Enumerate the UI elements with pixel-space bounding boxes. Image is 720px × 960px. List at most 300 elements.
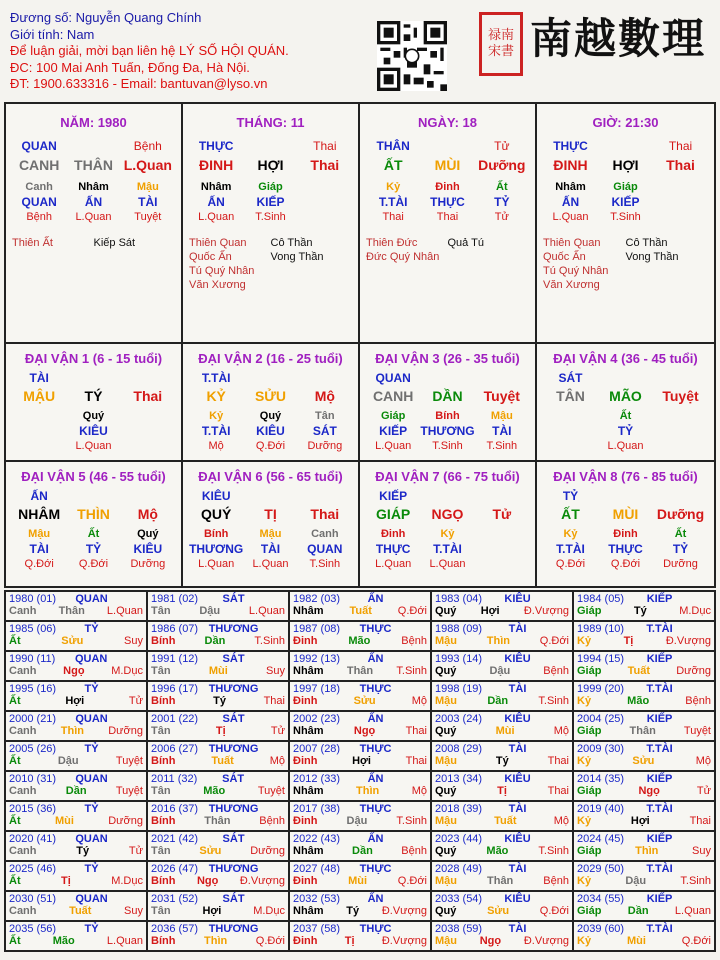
hidden-god: ẤN — [207, 194, 225, 209]
year-label: 1989 (10) — [577, 623, 625, 635]
pillar-stage-2: Thai — [310, 157, 340, 173]
hidden-can: Giáp — [258, 180, 283, 193]
year-cell — [147, 681, 289, 711]
year-cell — [5, 741, 147, 771]
hidden-god: TÀI — [492, 423, 512, 438]
year-can: Bính — [151, 935, 176, 947]
year-cell — [573, 771, 715, 801]
year-label: 2022 (43) — [293, 833, 341, 845]
hidden-god: T.TÀI — [201, 423, 231, 438]
year-stage: Q.Đới — [397, 605, 427, 617]
daivan-stage: Tuyệt — [483, 388, 520, 404]
year-label: 2028 (49) — [435, 863, 483, 875]
year-god: ẤN — [367, 833, 384, 845]
year-god: TỶ — [84, 803, 99, 815]
year-cell — [5, 711, 147, 741]
year-cell — [147, 771, 289, 801]
hidden-stage: L.Quan — [552, 210, 589, 223]
pillar-0 — [6, 104, 183, 342]
year-cell — [431, 741, 573, 771]
good-star: Thiên Quan — [543, 237, 601, 249]
year-row — [5, 591, 715, 621]
daivan-6 — [183, 462, 360, 586]
daivan-1 — [6, 344, 183, 460]
year-god: T.TÀI — [646, 623, 673, 635]
year-can: Ất — [9, 935, 21, 947]
year-can: Tân — [151, 605, 171, 617]
year-chi: Thìn — [486, 635, 510, 647]
hidden-stage: T.Sinh — [432, 439, 463, 452]
daivan-chi: THÌN — [77, 506, 110, 522]
year-cell — [289, 891, 431, 921]
year-can: Đinh — [293, 635, 318, 647]
hidden-god: TÀI — [260, 541, 281, 556]
year-chi: Tuất — [349, 605, 372, 617]
year-stage: Dưỡng — [108, 725, 143, 737]
year-god: THƯƠNG — [208, 623, 259, 635]
year-can: Bính — [151, 635, 176, 647]
year-label: 1980 (01) — [9, 593, 57, 605]
hidden-stage: L.Quan — [375, 557, 412, 570]
daivan-can: ẤT — [561, 506, 580, 522]
year-god: KIẾP — [646, 893, 673, 905]
year-row — [5, 861, 715, 891]
year-label: 2036 (57) — [151, 923, 199, 935]
hidden-god: THỰC — [375, 541, 411, 556]
daivan-chi: DẦN — [432, 388, 463, 404]
year-cell — [5, 861, 147, 891]
year-label: 2030 (51) — [9, 893, 57, 905]
year-god: SÁT — [222, 773, 245, 785]
year-cell — [431, 711, 573, 741]
year-cell — [5, 771, 147, 801]
hidden-can: Ất — [619, 409, 632, 422]
year-can: Kỷ — [577, 815, 592, 827]
year-stage: M.Dục — [679, 605, 711, 617]
hidden-stage: Thai — [436, 210, 459, 223]
pillar-1 — [183, 104, 360, 342]
year-stage: Thai — [405, 725, 427, 737]
year-stage: Đ.Vượng — [239, 875, 285, 887]
year-label: 2017 (38) — [293, 803, 341, 815]
year-chi: Tị — [497, 785, 507, 797]
hidden-stage: Q.Đới — [24, 557, 54, 570]
hidden-stage: Thai — [382, 210, 404, 223]
year-stage: Đ.Vượng — [381, 905, 427, 917]
year-stage: Mộ — [269, 755, 285, 767]
year-god: THƯƠNG — [208, 863, 259, 875]
year-chi: Thân — [487, 875, 514, 887]
hidden-stage: Mộ — [208, 439, 224, 452]
year-label: 2000 (21) — [9, 713, 57, 725]
year-can: Bính — [151, 875, 176, 887]
hidden-can: Đinh — [613, 527, 638, 540]
year-row — [5, 891, 715, 921]
year-stage: M.Dục — [111, 875, 143, 887]
year-can: Bính — [151, 815, 176, 827]
hidden-stage: Dưỡng — [663, 557, 698, 570]
year-god: TÀI — [508, 623, 527, 635]
year-label: 2031 (52) — [151, 893, 199, 905]
year-god: SÁT — [222, 893, 245, 905]
year-label: 2029 (50) — [577, 863, 625, 875]
year-god: QUAN — [75, 833, 108, 845]
year-god: QUAN — [75, 593, 108, 605]
daivan-title: ĐẠI VẬN 4 (36 - 45 tuổi) — [553, 351, 698, 366]
year-can: Đinh — [293, 935, 318, 947]
daivan-7 — [360, 462, 537, 586]
year-stage: Bệnh — [543, 875, 569, 887]
good-star: Tú Quý Nhân — [543, 265, 609, 277]
year-stage: Tuyệt — [115, 785, 143, 797]
year-chi: Hợi — [202, 905, 222, 917]
daivan-chi: TÝ — [84, 388, 103, 404]
year-god: KIẾP — [646, 713, 673, 725]
phone-email: ĐT: 1900.633316 - Email: bantuvan@lyso.vn — [10, 76, 268, 91]
pillar-chi: THÂN — [74, 157, 113, 173]
year-label: 2039 (60) — [577, 923, 625, 935]
good-star: Thiên Quan — [189, 237, 247, 249]
year-can: Giáp — [577, 785, 602, 797]
hidden-can: Đinh — [435, 180, 460, 193]
year-god: KIÊU — [504, 653, 531, 665]
year-can: Canh — [9, 905, 37, 917]
year-can: Mậu — [435, 755, 457, 767]
year-label: 2021 (42) — [151, 833, 199, 845]
hidden-stage: L.Quan — [252, 557, 289, 570]
year-god: KIÊU — [504, 833, 531, 845]
year-stage: Thai — [405, 755, 427, 767]
year-god: KIÊU — [504, 893, 531, 905]
pillar-stage: Thai — [313, 138, 337, 153]
year-stage: Tuyệt — [115, 755, 143, 767]
year-label: 1998 (19) — [435, 683, 483, 695]
year-chi: Ngọ — [196, 875, 219, 887]
year-cell — [5, 681, 147, 711]
hidden-god: TÀI — [138, 194, 158, 209]
year-chi: Tuất — [69, 905, 92, 917]
hidden-god: T.TÀI — [378, 194, 408, 209]
hidden-stage: Tử — [494, 210, 509, 223]
year-can: Canh — [9, 725, 37, 737]
year-label: 2023 (44) — [435, 833, 483, 845]
year-chi: Mão — [348, 635, 371, 647]
pillar-can: CANH — [18, 157, 60, 173]
year-stage: Mộ — [411, 785, 427, 797]
year-can: Tân — [151, 905, 171, 917]
year-cell — [289, 591, 431, 621]
year-row — [5, 621, 715, 651]
year-cell — [5, 891, 147, 921]
daivan-title: ĐẠI VẬN 2 (16 - 25 tuổi) — [198, 351, 343, 366]
year-cell — [289, 921, 431, 951]
pillar-stage-2: Thai — [666, 157, 695, 173]
pillar-chi: MÙI — [434, 157, 461, 173]
gender: Giới tính: Nam — [10, 26, 95, 42]
year-cell — [573, 591, 715, 621]
hidden-god: SÁT — [312, 423, 337, 438]
year-chi: Sửu — [353, 695, 376, 707]
year-can: Nhâm — [293, 725, 324, 737]
year-can: Nhâm — [293, 905, 324, 917]
pillar-stage-2: L.Quan — [123, 157, 172, 173]
year-label: 2016 (37) — [151, 803, 199, 815]
year-chi: Tý — [346, 905, 360, 917]
year-can: Quý — [435, 785, 457, 797]
hidden-can: Ất — [496, 180, 508, 193]
year-can: Giáp — [577, 605, 602, 617]
year-label: 1986 (07) — [151, 623, 199, 635]
daivan-title: ĐẠI VẬN 8 (76 - 85 tuổi) — [553, 469, 698, 484]
pillar-god: QUAN — [21, 138, 57, 153]
hidden-stage: T.Sinh — [255, 210, 286, 223]
year-god: TỶ — [84, 743, 99, 755]
year-stage: L.Quan — [674, 905, 711, 917]
year-can: Ất — [9, 755, 21, 767]
seal-stamp: 禄南宋書 — [479, 12, 523, 76]
daivan-5 — [6, 462, 183, 586]
year-stage: M.Dục — [111, 665, 143, 677]
year-can: Tân — [151, 845, 171, 857]
bad-star: Quả Tú — [447, 237, 484, 249]
pillar-title: NGÀY: 18 — [418, 115, 477, 130]
year-label: 2008 (29) — [435, 743, 483, 755]
daivan-title: ĐẠI VẬN 5 (46 - 55 tuổi) — [21, 469, 166, 484]
year-god: SÁT — [222, 833, 245, 845]
daivan-can: QUÝ — [200, 506, 232, 522]
year-chi: Dần — [627, 905, 649, 917]
year-god: KIÊU — [504, 773, 531, 785]
year-label: 2011 (32) — [151, 773, 198, 785]
pillar-can: ĐINH — [199, 157, 234, 173]
hidden-god: QUAN — [21, 194, 57, 209]
year-chi: Sửu — [487, 905, 510, 917]
year-label: 1994 (15) — [577, 653, 625, 665]
good-star: Tú Quý Nhân — [189, 265, 255, 277]
year-chi: Tý — [495, 755, 509, 767]
year-row — [5, 921, 715, 951]
year-can: Quý — [435, 605, 457, 617]
year-stage: Bệnh — [259, 815, 285, 827]
year-label: 1993 (14) — [435, 653, 483, 665]
daivan-row-2 — [6, 462, 714, 586]
year-stage: Bệnh — [685, 695, 711, 707]
year-label: 2024 (45) — [577, 833, 625, 845]
year-cell — [289, 741, 431, 771]
pillar-can: ẤT — [383, 157, 403, 173]
year-stage: Suy — [124, 905, 143, 917]
year-stage: Bệnh — [401, 845, 427, 857]
year-can: Giáp — [577, 725, 602, 737]
year-cell — [289, 711, 431, 741]
year-can: Tân — [151, 665, 171, 677]
year-can: Mậu — [435, 815, 457, 827]
year-cell — [431, 771, 573, 801]
daivan-can: GIÁP — [376, 506, 411, 522]
hidden-can: Mậu — [490, 409, 513, 422]
hidden-god: TỶ — [85, 541, 102, 556]
year-god: KIẾP — [646, 773, 673, 785]
year-god: THỰC — [359, 923, 392, 935]
pillar-3 — [537, 104, 714, 342]
year-stage: Tử — [270, 725, 285, 737]
year-chi: Dần — [352, 845, 373, 857]
year-row — [5, 741, 715, 771]
year-can: Quý — [435, 725, 457, 737]
hidden-god: THỰC — [608, 541, 643, 556]
hidden-stage: T.Sinh — [309, 557, 341, 570]
daivan-chi: SỬU — [254, 388, 287, 404]
year-god: QUAN — [75, 773, 108, 785]
daivan-can: NHÂM — [18, 506, 61, 522]
year-stage: Mộ — [695, 755, 711, 767]
bad-star: Cô Thần — [270, 237, 313, 249]
year-cell — [5, 831, 147, 861]
year-stage: Đ.Vượng — [523, 935, 569, 947]
year-stage: T.Sinh — [396, 665, 427, 677]
hidden-god: TỶ — [672, 541, 689, 556]
year-cell — [289, 651, 431, 681]
good-star: Quốc Ấn — [189, 251, 232, 263]
daivan-god: ẤN — [30, 488, 48, 503]
year-chi: Tị — [61, 875, 71, 887]
year-label: 2033 (54) — [435, 893, 483, 905]
daivan-god: SÁT — [558, 370, 583, 385]
year-cell — [431, 891, 573, 921]
year-can: Quý — [435, 905, 457, 917]
year-chi: Thìn — [356, 785, 380, 797]
year-label: 2015 (36) — [9, 803, 57, 815]
year-label: 2026 (47) — [151, 863, 199, 875]
address: ĐC: 100 Mai Anh Tuấn, Đống Đa, Hà Nội. — [10, 59, 250, 75]
logo-text: 南越數理 — [530, 14, 707, 63]
header — [10, 10, 289, 93]
hidden-stage: Q.Đới — [255, 439, 286, 452]
year-god: QUAN — [75, 893, 108, 905]
year-can: Canh — [9, 785, 37, 797]
hidden-stage: Q.Đới — [610, 557, 641, 570]
year-stage: Bệnh — [401, 635, 427, 647]
year-god: TÀI — [508, 743, 527, 755]
year-stage: Tử — [696, 785, 711, 797]
year-cell — [147, 741, 289, 771]
year-chi: Ngọ — [638, 785, 660, 797]
year-god: QUAN — [74, 653, 108, 665]
year-stage: Suy — [692, 845, 711, 857]
year-can: Giáp — [577, 845, 602, 857]
year-can: Quý — [435, 665, 457, 677]
year-cell — [573, 711, 715, 741]
hidden-can: Nhâm — [78, 180, 109, 193]
hidden-can: Kỷ — [209, 409, 224, 422]
year-chi: Dậu — [57, 755, 79, 767]
year-label: 2005 (26) — [9, 743, 57, 755]
year-cell — [431, 621, 573, 651]
hidden-can: Ất — [674, 527, 687, 540]
year-chi: Tị — [623, 635, 634, 647]
year-chi: Thìn — [204, 935, 228, 947]
pillar-stage: Thai — [668, 138, 693, 153]
year-stage: Đ.Vượng — [665, 635, 711, 647]
year-god: TÀI — [508, 923, 527, 935]
year-chi: Thân — [346, 665, 374, 677]
years-table — [4, 590, 716, 952]
owner-name: Đương số: Nguyễn Quang Chính — [10, 10, 202, 25]
hidden-god: KIẾP — [256, 194, 285, 209]
year-god: THỰC — [359, 683, 392, 695]
hidden-god: THƯƠNG — [189, 541, 244, 556]
year-stage: T.Sinh — [254, 635, 285, 647]
year-label: 1981 (02) — [151, 593, 199, 605]
daivan-title: ĐẠI VẬN 7 (66 - 75 tuổi) — [375, 469, 520, 484]
year-cell — [573, 621, 715, 651]
year-god: ẤN — [367, 593, 384, 605]
year-chi: Mùi — [495, 725, 515, 737]
year-chi: Tuất — [494, 815, 517, 827]
hidden-can: Giáp — [613, 180, 638, 193]
year-label: 2009 (30) — [577, 743, 625, 755]
year-row — [5, 681, 715, 711]
year-chi: Sửu — [61, 635, 84, 647]
year-cell — [289, 861, 431, 891]
hidden-can: Giáp — [380, 409, 406, 422]
qr-code-icon — [377, 21, 447, 91]
year-can: Ất — [9, 635, 21, 647]
hidden-can: Quý — [137, 527, 159, 540]
year-row — [5, 711, 715, 741]
year-label: 2003 (24) — [435, 713, 483, 725]
daivan-chi: TỊ — [264, 506, 277, 522]
year-god: THƯƠNG — [208, 923, 259, 935]
bad-star: Kiếp Sát — [93, 237, 136, 249]
hidden-god: TÀI — [29, 541, 49, 556]
year-stage: Q.Đới — [539, 635, 569, 647]
year-chi: Thân — [204, 815, 231, 827]
year-cell — [431, 801, 573, 831]
year-chi: Thân — [58, 605, 85, 617]
year-can: Kỷ — [577, 635, 592, 647]
pillar-stage: Tử — [494, 138, 510, 153]
year-can: Mậu — [435, 935, 457, 947]
good-star: Thiên Ất — [12, 237, 53, 249]
year-god: KIẾP — [646, 653, 673, 665]
year-god: T.TÀI — [646, 803, 673, 815]
year-can: Đinh — [293, 875, 318, 887]
daivan-row-1 — [6, 344, 714, 462]
year-god: TỶ — [84, 683, 99, 695]
year-cell — [573, 681, 715, 711]
year-label: 2007 (28) — [293, 743, 341, 755]
year-label: 1982 (03) — [293, 593, 341, 605]
hidden-god: KIÊU — [256, 423, 285, 438]
hidden-stage: L.Quan — [75, 210, 112, 223]
year-can: Đinh — [293, 815, 318, 827]
year-can: Kỷ — [577, 755, 592, 767]
pillar-can: ĐINH — [553, 157, 588, 173]
year-stage: T.Sinh — [538, 845, 569, 857]
pillar-god: THÂN — [376, 138, 410, 153]
daivan-god: TÀI — [29, 370, 49, 385]
year-can: Canh — [9, 845, 37, 857]
year-god: ẤN — [367, 713, 384, 725]
year-stage: Mộ — [411, 695, 427, 707]
year-cell — [5, 621, 147, 651]
pillars-grid — [4, 102, 716, 588]
year-label: 1995 (16) — [9, 683, 57, 695]
hidden-can: Nhâm — [200, 180, 232, 193]
year-can: Bính — [151, 695, 176, 707]
year-chi: Hợi — [352, 755, 371, 767]
